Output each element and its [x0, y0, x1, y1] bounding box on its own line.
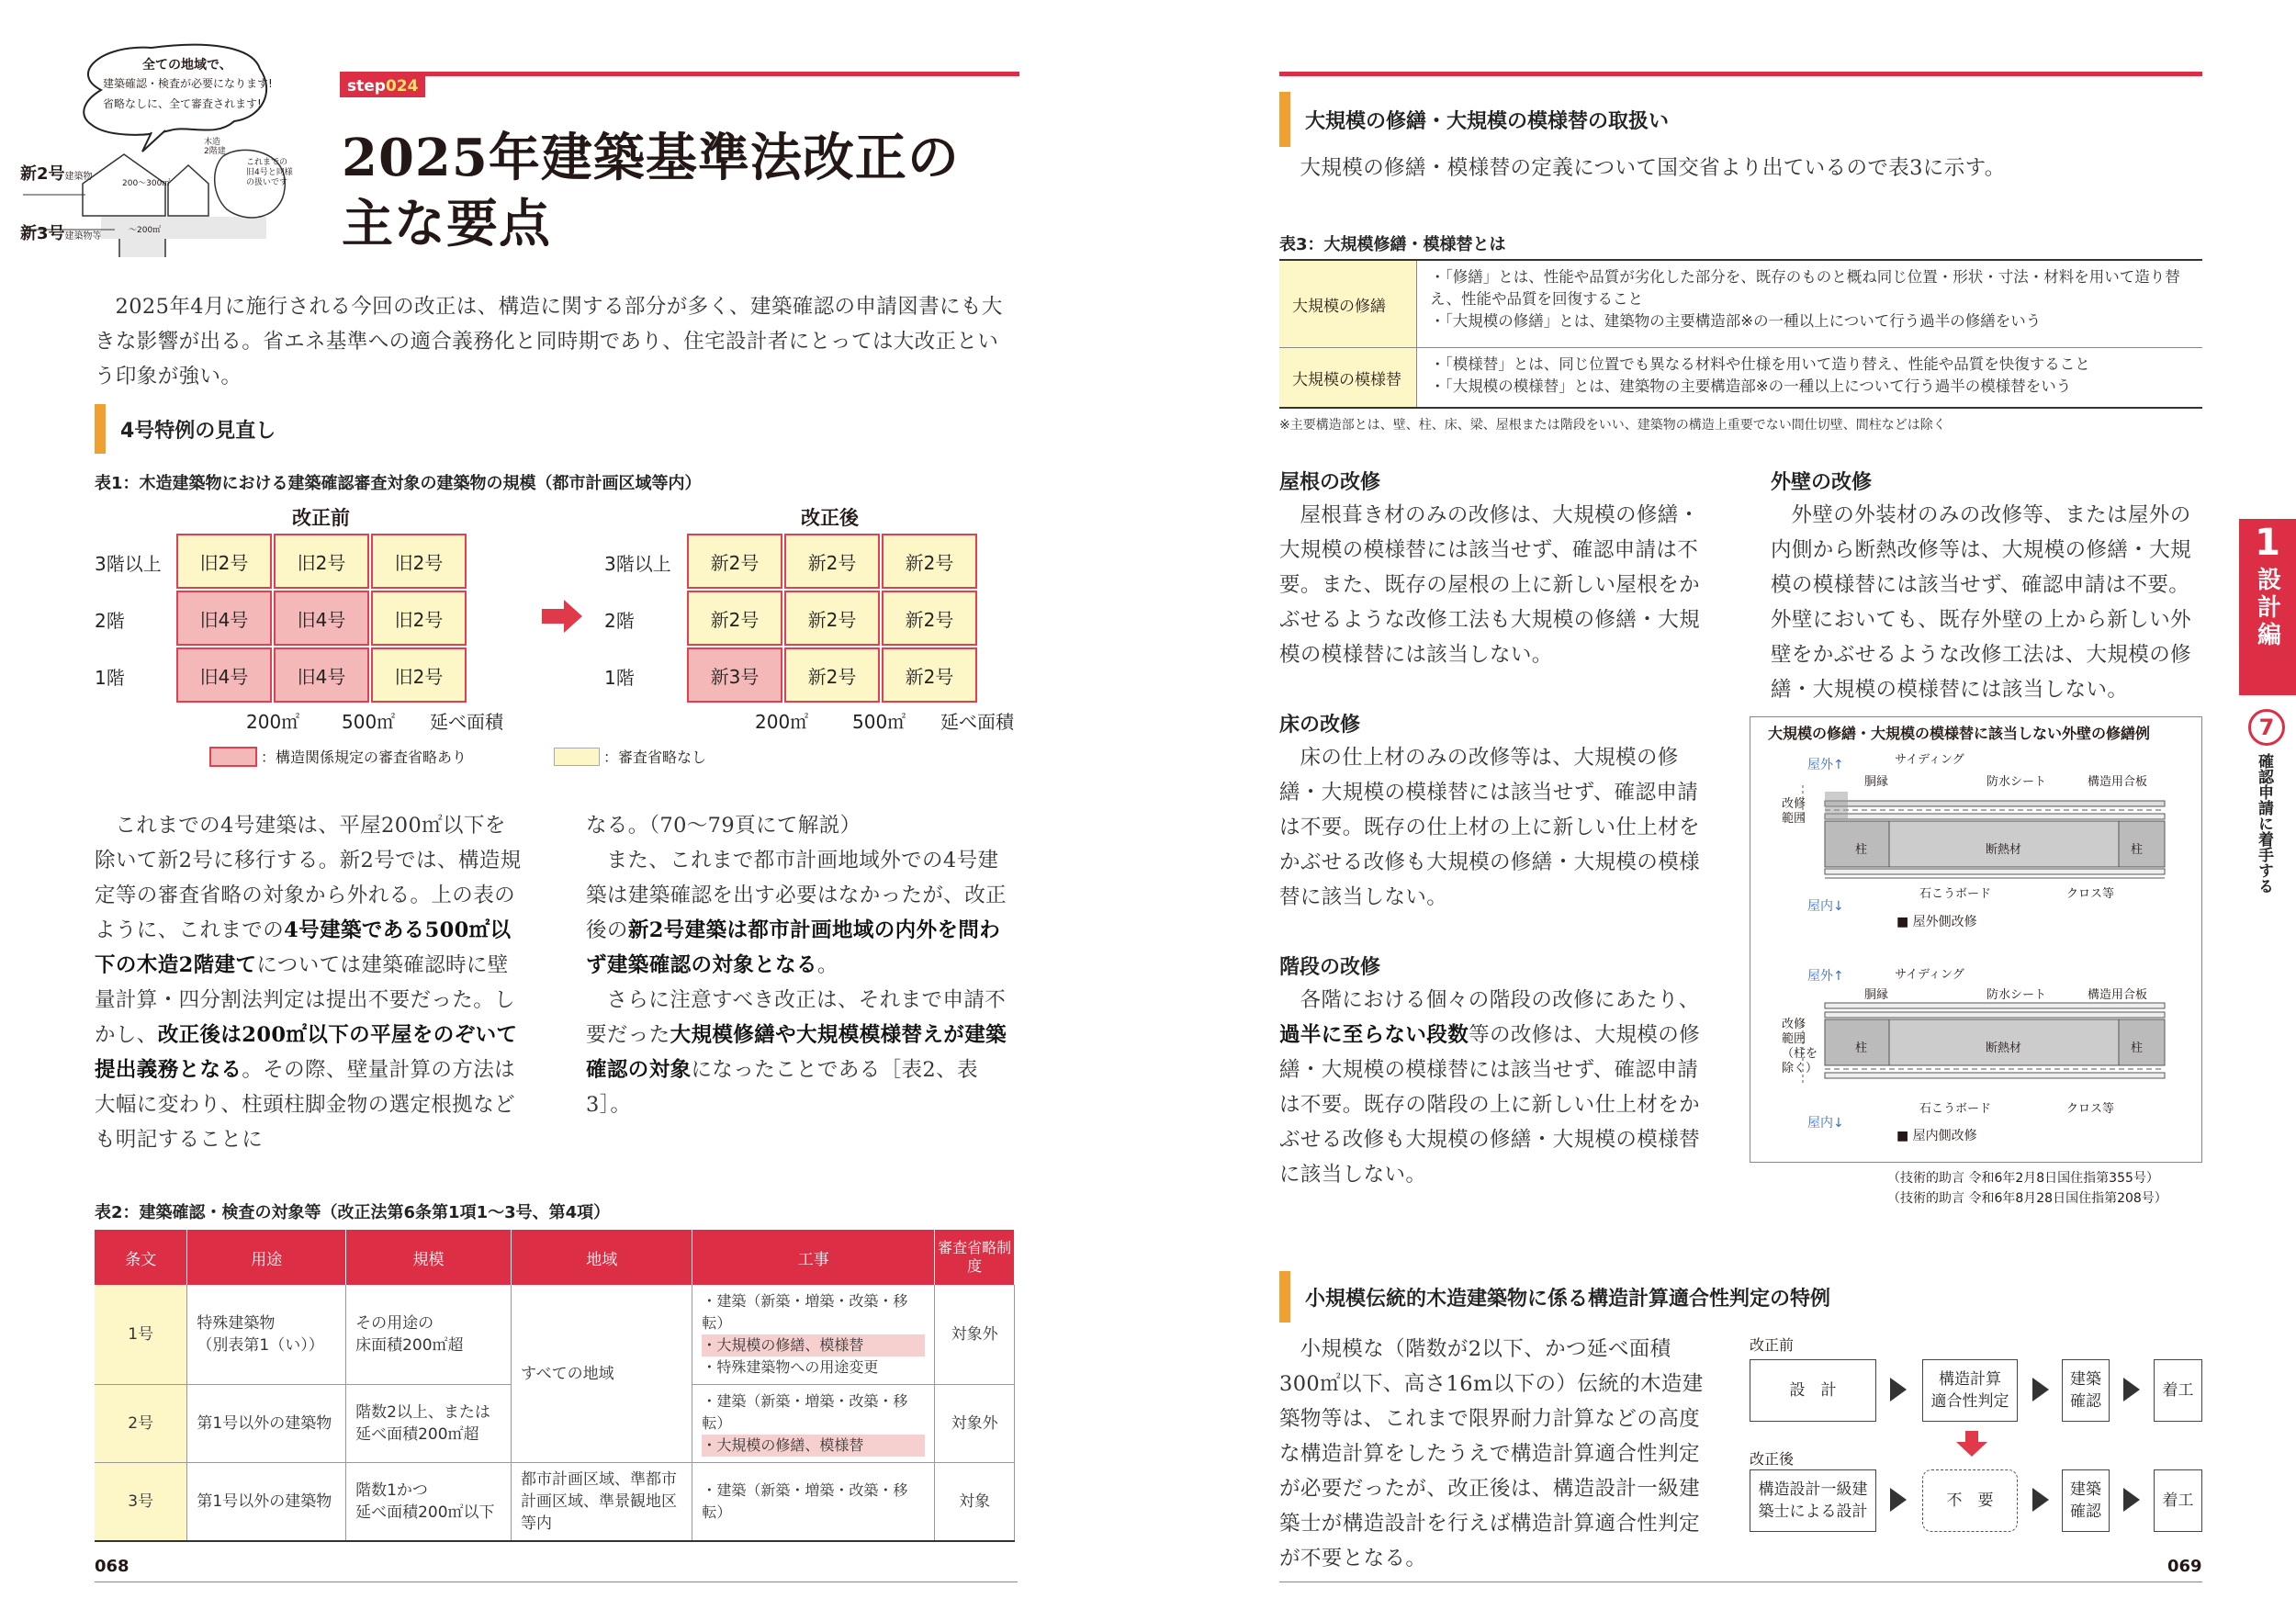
legend-pink: ：構造関係規定の審査省略あり — [209, 746, 467, 767]
t1-axis-500-after: 500㎡ — [852, 711, 906, 733]
step-badge: step 024 — [340, 75, 425, 97]
stair-heading: 階段の改修 — [1279, 956, 1381, 979]
t3-val-repair: ・「修繕」とは、性能や品質が劣化した部分を、既存のものと概ね同じ位置・形状・寸法・材料を用いて造り替え、性能や品質を回復すること ・「大規模の修繕」とは、建築物の主要構造部※の一種以上について行う過半の修繕をいう — [1430, 268, 2180, 330]
bubble-line-3: 省略なしに、全て審査されます! — [103, 97, 262, 110]
chapter-tab — [2239, 519, 2296, 695]
fig2-range: 改修 範囲 （柱を 除く） — [1782, 1018, 1818, 1075]
t2-h-use: 用途 — [187, 1230, 346, 1285]
page-number-right: 069 — [2167, 1557, 2202, 1576]
flow-design: 設 計 — [1750, 1359, 1876, 1422]
t1-axis-label: 延べ面積 — [430, 711, 503, 733]
fig1-siding: サイディング — [1895, 753, 1964, 767]
page-title-line2: 主な要点 — [342, 194, 551, 254]
sketch-area-small: 〜200㎡ — [129, 226, 162, 235]
t1-row-label-1f-after: 1階 — [604, 667, 635, 689]
section-small-wood: 小規模伝統的木造建築物に係る構造計算適合性判定の特例 — [1279, 1271, 1830, 1323]
flow-arrow-icon — [2032, 1378, 2049, 1401]
flow-confirm: 建築 確認 — [2062, 1359, 2110, 1422]
t1-row-label-3f-after: 3階以上 — [604, 553, 671, 575]
wall-text: 外壁の外装材のみの改修等、または屋外の内側から断熱改修等は、大規模の修繕・大規模の模様替には該当せず、確認申請は不要。外壁においても、既存外壁の上から新しい外壁をかぶせるような改修工法は、大規模の修繕・大規模の模様替には該当しない。 — [1771, 503, 2192, 702]
flow-arrow-icon — [2123, 1488, 2140, 1512]
sketch-wood: 木造 2階建 — [204, 138, 226, 156]
t1-axis-label-after: 延べ面積 — [940, 711, 1014, 733]
floor-text: 床の仕上材のみの改修等は、大規模の修繕・大規模の模様替には該当せず、確認申請は不要。既存の仕上材の上に新しい仕上材をかぶせる改修も大規模の修繕・大規模の模様替に該当しない。 — [1279, 746, 1701, 909]
fig2-plywood: 構造用合板 — [2088, 988, 2148, 1002]
table1-cell: 新2号 — [882, 591, 977, 646]
page-title-line1: 2025年建築基準法改正の — [342, 128, 960, 188]
figure-title: 大規模の修繕・大規模の模様替に該当しない外壁の修繕例 — [1768, 725, 2151, 742]
section-4go: 4号特例の見直し — [95, 404, 276, 454]
table1-cell: 旧2号 — [274, 534, 369, 589]
t2-h-omit: 審査省略制度 — [935, 1230, 1015, 1285]
col2-p1: なる。（70〜79頁にて解説） — [586, 814, 861, 838]
table1-cell: 新2号 — [687, 534, 782, 589]
fig2-insulation: 断熱材 — [1986, 1041, 2022, 1055]
sketch-new2-label: 新2号建築物 — [20, 164, 93, 184]
table2-header-row — [95, 1230, 1015, 1285]
flow-down-arrow-icon — [1956, 1431, 1987, 1457]
t1-axis-500: 500㎡ — [342, 711, 396, 733]
page-number-left: 068 — [95, 1557, 129, 1576]
table1-cell: 旧2号 — [371, 591, 467, 646]
table1-after-title: 改正後 — [801, 507, 859, 529]
fig2-siding: サイディング — [1895, 968, 1964, 982]
t1-row-label-2f: 2階 — [95, 610, 125, 632]
t2-h-scale: 規模 — [346, 1230, 512, 1285]
section-large-repair: 大規模の修繕・大規模の模様替の取扱い — [1279, 92, 1669, 147]
fig1-insulation: 断熱材 — [1986, 843, 2022, 857]
top-rule-right — [1279, 72, 2202, 76]
roof-text: 屋根葺き材のみの改修は、大規模の修繕・大規模の模様替には該当せず、確認申請は不要。また、既存の屋根の上に新しい屋根をかぶせるような改修工法も大規模の修繕・大規模の模様替には該当しない。 — [1279, 503, 1701, 667]
table1-cell: 新2号 — [784, 647, 880, 703]
table3-row-remodel — [1279, 348, 2202, 409]
legend-yellow-swatch — [554, 748, 600, 766]
fig1-board: 石こうボード — [1919, 887, 1992, 901]
t1-axis-200: 200㎡ — [246, 711, 300, 733]
wall-heading: 外壁の改修 — [1771, 471, 1873, 494]
roof-heading: 屋根の改修 — [1279, 471, 1381, 494]
legend-pink-swatch — [209, 747, 257, 767]
fig2-column-r: 柱 — [2131, 1041, 2144, 1055]
fig2-batten: 胴縁 — [1864, 988, 1889, 1002]
col2-p3: さらに注意すべき改正は、それまで申請不要だった大規模修繕や大規模模様替えが建築確認の対象になったことである［表2、表3］。 — [586, 988, 1007, 1117]
t1-row-label-3f: 3階以上 — [95, 553, 162, 575]
flow-unneeded: 不 要 — [1922, 1469, 2018, 1532]
flow-judge: 構造計算 適合性判定 — [1922, 1359, 2018, 1422]
stair-text: 各階における個々の階段の改修にあたり、過半に至らない段数等の改修は、大規模の修繕・大規模の模様替には該当せず、確認申請は不要。既存の階段の上に新しい仕上材をかぶせる改修も大規模の修繕・大規模の模様替に該当しない。 — [1279, 988, 1701, 1187]
chapter-number: 1 — [2255, 522, 2280, 564]
t3-key-repair: 大規模の修繕 — [1279, 261, 1417, 347]
table2-caption: 表2：建築確認・検査の対象等（改正法第6条第1項1〜3号、第4項） — [95, 1203, 611, 1222]
table-row: 2号 第1号以外の建築物 階数2以上、または 延べ面積200㎡超 ・建築（新築・増築・改築・移転） ・大規模の修繕、模様替 対象外 — [95, 1385, 1015, 1463]
fig1-caption: ■ 屋外側改修 — [1896, 915, 1977, 929]
table1-cell: 新2号 — [687, 591, 782, 646]
fig2-column-l: 柱 — [1855, 1041, 1868, 1055]
bubble-line-2: 建築確認・検査が必要になります! — [103, 77, 273, 90]
fig1-out: 屋外↑ — [1807, 758, 1844, 772]
top-rule-left — [340, 72, 1019, 76]
table1-cell: 旧4号 — [176, 647, 272, 703]
fig1-plywood: 構造用合板 — [2088, 775, 2148, 789]
wall-section-diagram — [1750, 744, 2202, 1157]
fig1-sheet: 防水シート — [1986, 775, 2047, 789]
fig1-column-l: 柱 — [1855, 843, 1868, 857]
small-wood-text: 小規模な（階数が2以下、かつ延べ面積300㎡以下、高さ16m以下の）伝統的木造建築物等は、これまで限界耐力計算などの高度な構造計算をしたうえで構造計算適合性判定が必要だったが、改正後は、構造設計一級建築士が構造設計を行えば構造計算適合性判定が不要となる。 — [1279, 1337, 1704, 1570]
t2-h-article: 条文 — [95, 1230, 187, 1285]
fig2-out: 屋外↑ — [1807, 969, 1844, 984]
fig2-board: 石こうボード — [1919, 1102, 1992, 1116]
table3-row-repair — [1279, 261, 2202, 348]
table1-cell: 旧4号 — [274, 647, 369, 703]
flow-start: 着工 — [2154, 1359, 2202, 1422]
fig1-cloth: クロス等 — [2066, 887, 2115, 901]
table1-caption: 表1：木造建築物における建築確認審査対象の建築物の規模（都市計画区域等内） — [95, 474, 702, 493]
table3-caption: 表3：大規模修繕・模様替とは — [1279, 235, 1506, 254]
table1-cell: 旧4号 — [176, 591, 272, 646]
table1-cell: 新2号 — [784, 534, 880, 589]
left-col2 — [586, 808, 1018, 1122]
table1-arrow-icon — [542, 600, 582, 633]
sketch-new3-label: 新3号建築物等 — [20, 224, 102, 243]
left-col1-paragraph: これまでの4号建築は、平屋200㎡以下を除いて新2号に移行する。新2号では、構造規定等の審査省略の対象から外れる。上の表のように、これまでの4号建築である500㎡以下の木造2階建てについては建築確認時に壁量計算・四分割法判定は提出不要だった。しかし、改正後は200㎡以下の平屋をのぞいて提出義務となる。その際、壁量計算の方法は大幅に変わり、柱頭柱脚金物の選定根拠なども明記することに — [95, 814, 522, 1152]
table-row: 3号 第1号以外の建築物 階数1かつ 延べ面積200㎡以下 都市計画区域、準都市計画区域、準景観地区等内 ・建築（新築・増築・改築・移転） 対象 — [95, 1463, 1015, 1542]
large-repair-text: 大規模の修繕・模様替の定義について国交省より出ているので表3に示す。 — [1300, 156, 2006, 180]
flow-start2: 着工 — [2154, 1469, 2202, 1532]
flow-before-label: 改正前 — [1750, 1336, 1795, 1354]
fig2-caption: ■ 屋内側改修 — [1896, 1129, 1977, 1143]
t3-val-remodel: ・「模様替」とは、同じ位置でも異なる材料や仕様を用いて造り替え、性能や品質を快復すること ・「大規模の模様替」とは、建築物の主要構造部※の一種以上について行う過半の模様替をいう — [1430, 355, 2090, 395]
intro-paragraph: 2025年4月に施行される今回の改正は、構造に関する部分が多く、建築確認の申請図書にも大きな影響が出る。省エネ基準への適合義務化と同時期であり、住宅設計者にとっては大改正という印象が強い。 — [95, 295, 1003, 388]
fig1-in: 屋内↓ — [1807, 899, 1844, 914]
chapter-circle: 7 — [2248, 709, 2285, 746]
flow-confirm2: 建築 確認 — [2062, 1469, 2110, 1532]
house-sketch-tall — [168, 165, 208, 216]
fig2-cloth: クロス等 — [2066, 1102, 2115, 1116]
fig2-sheet: 防水シート — [1986, 988, 2047, 1002]
sketch-area-big: 200〜300㎡ — [122, 179, 171, 188]
table1-cell: 新2号 — [784, 591, 880, 646]
fig1-batten: 胴縁 — [1864, 775, 1889, 789]
table1-cell: 新2号 — [882, 647, 977, 703]
flow-arrow-icon — [2123, 1378, 2140, 1401]
flow-arrow-icon — [1890, 1488, 1907, 1512]
flow-after-label: 改正後 — [1750, 1450, 1795, 1468]
table1-cell: 旧2号 — [176, 534, 272, 589]
reference-2: （技術的助言 令和6年8月28日国住指第208号） — [1887, 1191, 2167, 1206]
legend-yellow: ：審査省略なし — [554, 746, 706, 767]
t3-key-remodel: 大規模の模様替 — [1279, 348, 1417, 407]
flow-arrow-icon — [2032, 1488, 2049, 1512]
chapter-title: 設計編 — [2253, 567, 2281, 649]
fig2-in: 屋内↓ — [1807, 1116, 1844, 1131]
table1-cell: 旧4号 — [274, 591, 369, 646]
t1-axis-200-after: 200㎡ — [755, 711, 809, 733]
bubble-line-1: 全ての地域で、 — [142, 58, 232, 73]
table2 — [95, 1230, 1015, 1542]
reference-1: （技術的助言 令和6年2月8日国住指第355号） — [1887, 1171, 2159, 1186]
table-row: 1号 特殊建築物 （別表第1（い）） その用途の 床面積200㎡超 すべての地域 ・建築（新築・増築・改築・移転） ・大規模の修繕、模様替 ・特殊建築物への用途変更 対象外 — [95, 1285, 1015, 1385]
table3-note: ※主要構造部とは、壁、柱、床、梁、屋根または階段をいい、建築物の構造上重要でない間仕切壁、間柱などは除く — [1279, 418, 1946, 433]
t1-row-label-1f: 1階 — [95, 667, 125, 689]
floor-heading: 床の改修 — [1279, 714, 1361, 737]
t2-h-area: 地域 — [511, 1230, 692, 1285]
t2-h-works: 工事 — [692, 1230, 935, 1285]
col2-p2: また、これまで都市計画地域外での4号建築は建築確認を出す必要はなかったが、改正後の新2号建築は都市計画地域の内外を問わず建築確認の対象となる。 — [586, 849, 1007, 977]
flow-design2: 構造設計一級建 築士による設計 — [1750, 1469, 1876, 1532]
table1-cell: 新3号 — [687, 647, 782, 703]
fig1-column-r: 柱 — [2131, 843, 2144, 857]
t1-row-label-2f-after: 2階 — [604, 610, 635, 632]
table1-cell: 旧2号 — [371, 647, 467, 703]
table1-cell: 新2号 — [882, 534, 977, 589]
fig1-range: 改修 範囲 — [1782, 797, 1806, 826]
table1-cell: 旧2号 — [371, 534, 467, 589]
table1-before-title: 改正前 — [292, 507, 350, 529]
flow-arrow-icon — [1890, 1378, 1907, 1401]
chapter-subtitle: 確認申請に着手する — [2255, 753, 2273, 894]
sketch-note: これまでの 旧4号と同様 の扱いです — [246, 158, 293, 187]
